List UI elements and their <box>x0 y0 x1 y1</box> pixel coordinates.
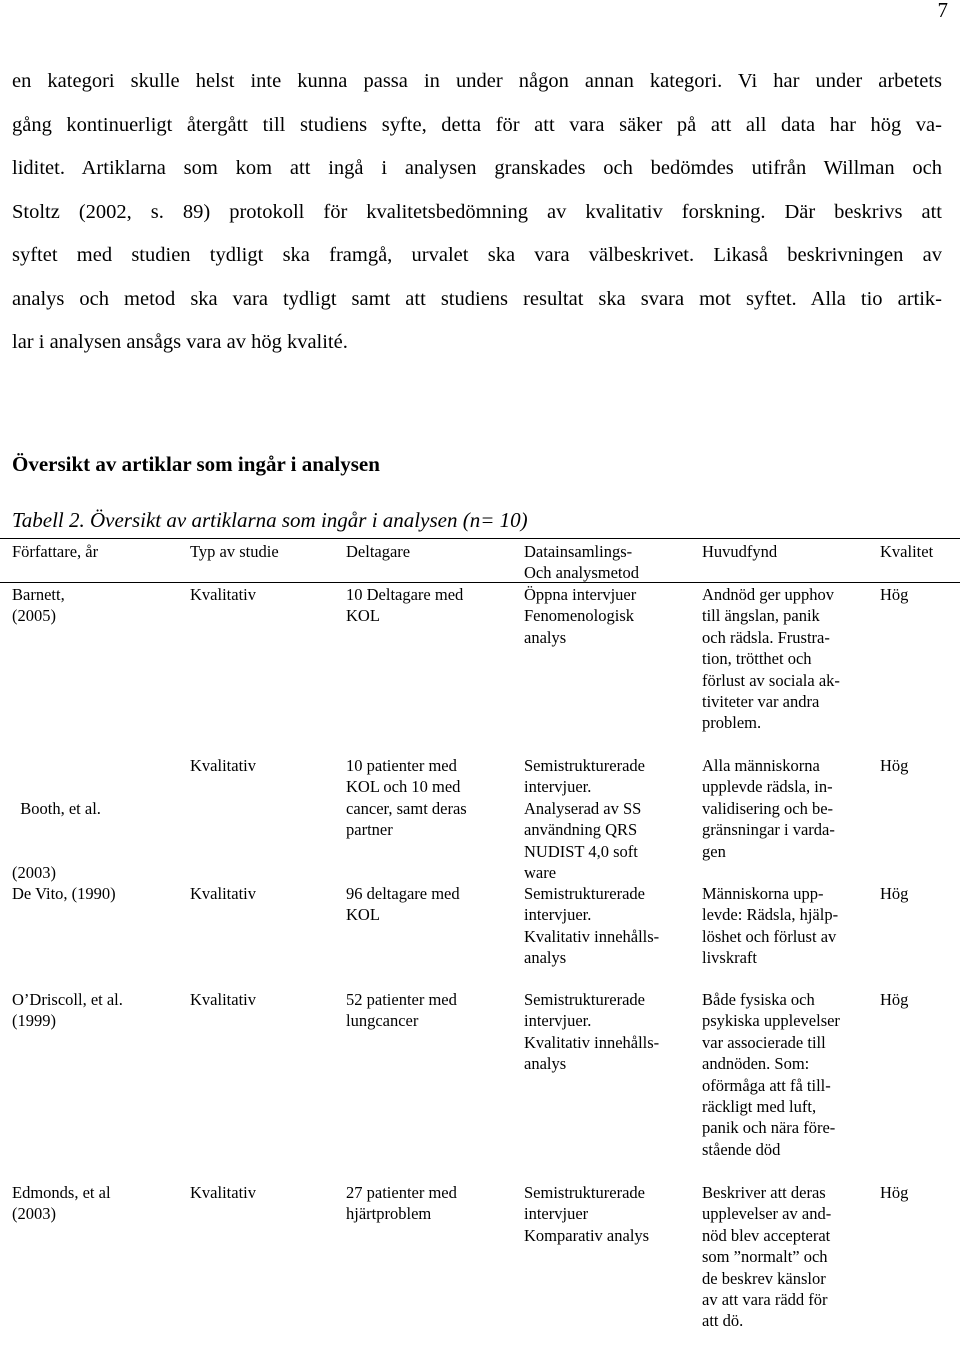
cell-participants: 10 patienter med KOL och 10 med cancer, samt deras partner <box>346 756 467 840</box>
cell-study-type: Kvalitativ <box>190 585 256 604</box>
paragraph-line: liditet. Artiklarna som kom att ingå i analysen granskades och bedömdes utifrån Willman och <box>12 157 942 179</box>
cell-study-type: Kvalitativ <box>190 884 256 903</box>
body-paragraph <box>12 60 942 365</box>
header-participants: Deltagare <box>346 542 411 561</box>
header-data-method: Datainsamlings- Och analysmetod <box>524 542 640 583</box>
cell-data-method: Semistrukturerade intervjuer. Analyserad av SS användning QRS NUDIST 4,0 soft ware <box>524 756 645 883</box>
page-number: 7 <box>937 0 948 22</box>
table-caption: Tabell 2. Översikt av artiklarna som ingår i analysen (n= 10) <box>12 508 528 532</box>
cell-participants: 10 Deltagare med KOL <box>346 585 464 626</box>
cell-main-findings: Både fysiska och psykiska upplevelser var associerade till andnöden. Som: oförmåga att få till- räckligt med luft, panik och nära före- stående död <box>702 990 840 1159</box>
cell-data-method: Semistrukturerade intervjuer. Kvalitativ innehålls- analys <box>524 990 660 1074</box>
cell-main-findings: Människorna upp- levde: Rädsla, hjälp- löshet och förlust av livskraft <box>702 884 839 968</box>
header-quality: Kvalitet <box>880 542 934 561</box>
header-author-year: Författare, år <box>12 542 99 561</box>
cell-main-findings: Andnöd ger upphov till ängslan, panik och rädsla. Frustra- tion, trötthet och förlust av sociala ak- tiviteter var andra problem. <box>702 585 840 733</box>
paragraph-line: en kategori skulle helst inte kunna passa in under någon annan kategori. Vi har under arbetets <box>12 70 942 92</box>
cell-quality: Hög <box>880 884 909 903</box>
paragraph-line: lar i analysen ansågs vara av hög kvalité. <box>12 331 348 353</box>
cell-quality: Hög <box>880 585 909 604</box>
cell-data-method: Semistrukturerade intervjuer. Kvalitativ innehålls- analys <box>524 884 660 968</box>
paragraph-line: gång kontinuerligt återgått till studiens syfte, detta för att vara säker på att all data har hög va- <box>12 113 942 136</box>
cell-study-type: Kvalitativ <box>190 756 256 775</box>
cell-quality: Hög <box>880 756 909 775</box>
section-heading: Översikt av artiklar som ingår i analysen <box>12 452 380 476</box>
cell-data-method: Semistrukturerade intervjuer Komparativ analys <box>524 1183 650 1245</box>
cell-study-type: Kvalitativ <box>190 1183 256 1202</box>
header-main-findings: Huvudfynd <box>702 542 778 561</box>
header-study-type: Typ av studie <box>190 542 279 561</box>
cell-participants: 27 patienter med hjärtproblem <box>346 1183 457 1224</box>
paragraph-line: Stoltz (2002, s. 89) protokoll för kvalitetsbedömning av kvalitativ forskning. Där beskrivs att <box>12 200 942 223</box>
cell-main-findings: Beskriver att deras upplevelser av and- nöd blev accepterat som ”normalt” och de beskrev känslor av att vara rädd för att dö. <box>702 1183 832 1331</box>
cell-quality: Hög <box>880 1183 909 1202</box>
paragraph-line: syftet med studien tydligt ska framgå, urvalet ska vara välbeskrivet. Likaså beskrivningen av <box>12 244 942 266</box>
cell-author-year: De Vito, (1990) <box>12 884 116 903</box>
cell-author-year: Barnett, (2005) <box>12 585 65 626</box>
paragraph-line: analys och metod ska vara tydligt samt att studiens resultat ska svara mot syftet. Alla tio artik- <box>12 287 942 310</box>
cell-study-type: Kvalitativ <box>190 990 256 1009</box>
cell-data-method: Öppna intervjuer Fenomenologisk analys <box>524 585 637 647</box>
cell-author-year: Edmonds, et al (2003) <box>12 1183 111 1224</box>
cell-quality: Hög <box>880 990 909 1009</box>
cell-participants: 96 deltagare med KOL <box>346 884 460 925</box>
cell-main-findings: Alla människorna upplevde rädsla, in- validisering och be- gränsningar i varda- gen <box>702 756 835 861</box>
cell-author-year: Booth, et al. (2003) <box>12 798 101 883</box>
cell-participants: 52 patienter med lungcancer <box>346 990 457 1031</box>
table-header-row <box>0 538 960 583</box>
cell-author-year: O’Driscoll, et al. (1999) <box>12 990 123 1031</box>
